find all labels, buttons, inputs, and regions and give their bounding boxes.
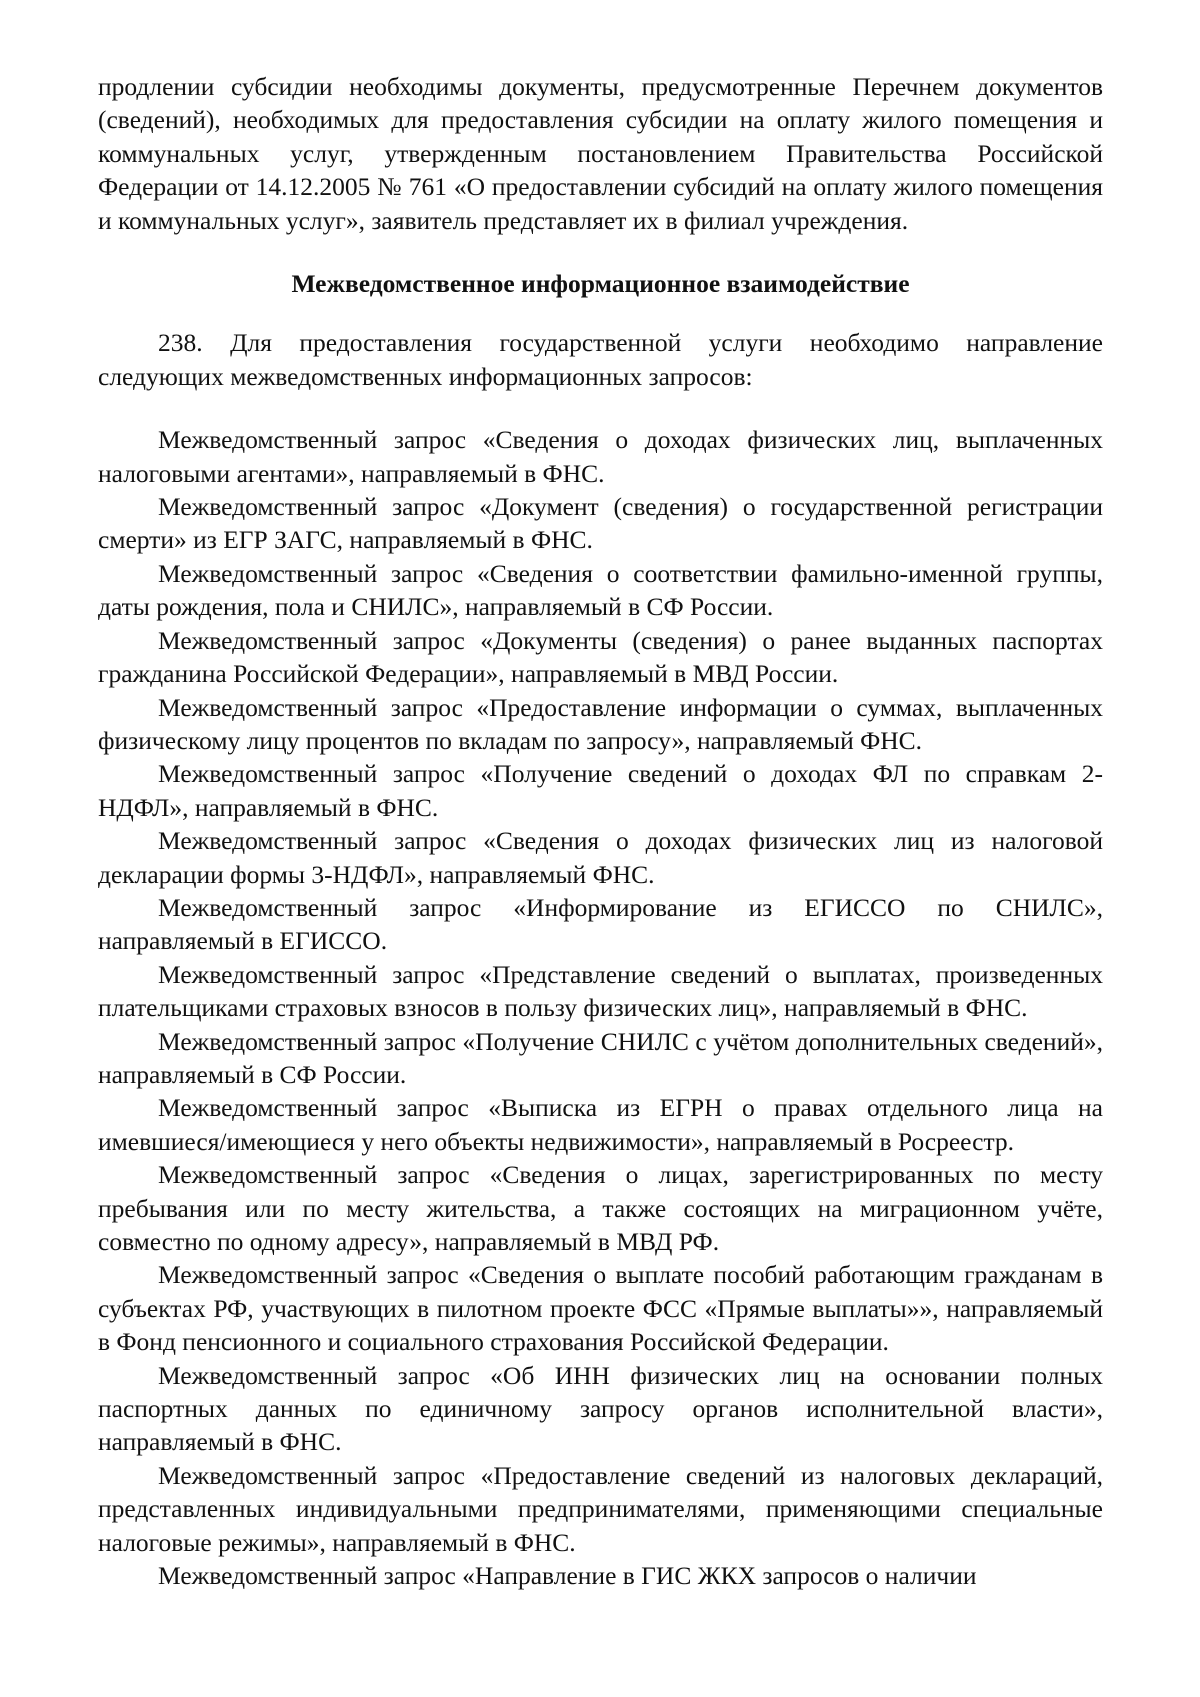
request-item: Межведомственный запрос «Сведения о лицах, зарегистрированных по месту пребывания или по месту жительства, а также состоящих на миграционном учёте, совместно по одному адресу», направляемый в МВД РФ. <box>98 1160 1103 1256</box>
request-item: Межведомственный запрос «Получение СНИЛС с учётом дополнительных сведений», направляемый в СФ России. <box>98 1026 1103 1089</box>
request-item: Межведомственный запрос «Документ (сведения) о государственной регистрации смерти» из ЕГР ЗАГС, направляемый в ФНС. <box>98 492 1103 555</box>
request-item: Межведомственный запрос «Сведения о выплате пособий работающим гражданам в субъектах РФ, участвующих в пилотном проекте ФСС «Прямые выплаты»», направляемый в Фонд пенсионного и социального страхования Российской Федерации. <box>98 1260 1103 1357</box>
request-item: Межведомственный запрос «Сведения о доходах физических лиц из налоговой декларации формы 3-НДФЛ», направляемый ФНС. <box>98 826 1103 889</box>
request-item: Межведомственный запрос «Представление сведений о выплатах, произведенных плательщиками страховых взносов в пользу физических лиц», направляемый в ФНС. <box>98 959 1103 1023</box>
section-heading: Межведомственное информационное взаимодействие <box>291 269 910 299</box>
request-item: Межведомственный запрос «Предоставление информации о суммах, выплаченных физическому лицу процентов по вкладам по запросу», направляемый ФНС. <box>98 692 1103 755</box>
request-item: Межведомственный запрос «Об ИНН физических лиц на основании полных паспортных данных по единичному запросу органов исполнительной власти», направляемый в ФНС. <box>98 1360 1103 1457</box>
request-item: Межведомственный запрос «Сведения о соответствии фамильно-именной группы, даты рождения, пола и СНИЛС», направляемый в СФ России. <box>98 558 1103 622</box>
request-item: Межведомственный запрос «Направление в ГИС ЖКХ запросов о наличии <box>158 1561 977 1591</box>
request-item: Межведомственный запрос «Выписка из ЕГРН о правах отдельного лица на имевшиеся/имеющиеся у него объекты недвижимости», направляемый в Росреестр. <box>98 1093 1103 1156</box>
request-item: Межведомственный запрос «Предоставление сведений из налоговых деклараций, представленных индивидуальными предпринимателями, применяющими специальные налоговые режимы», направляемый в ФНС. <box>98 1460 1103 1557</box>
paragraph-238: 238. Для предоставления государственной услуги необходимо направление следующих межведомственных информационных запросов: <box>98 328 1103 391</box>
request-item: Межведомственный запрос «Получение сведений о доходах ФЛ по справкам 2-НДФЛ», направляемый в ФНС. <box>98 759 1103 822</box>
request-item: Межведомственный запрос «Документы (сведения) о ранее выданных паспортах гражданина Российской Федерации», направляемый в МВД России. <box>98 625 1103 689</box>
intro-paragraph: продлении субсидии необходимы документы, предусмотренные Перечнем документов (сведений), необходимых для предоставления субсидии на оплату жилого помещения и коммунальных услуг, утвержденным постановлением Правительства Российской Федерации от 14.12.2005 № 761 «О предоставлении субсидий на оплату жилого помещения и коммунальных услуг», заявитель представляет их в филиал учреждения. <box>98 72 1103 235</box>
request-item: Межведомственный запрос «Информирование из ЕГИССО по СНИЛС», направляемый в ЕГИССО. <box>98 892 1103 956</box>
request-item: Межведомственный запрос «Сведения о доходах физических лиц, выплаченных налоговыми агентами», направляемый в ФНС. <box>98 425 1103 488</box>
requests-list <box>98 423 1103 1592</box>
